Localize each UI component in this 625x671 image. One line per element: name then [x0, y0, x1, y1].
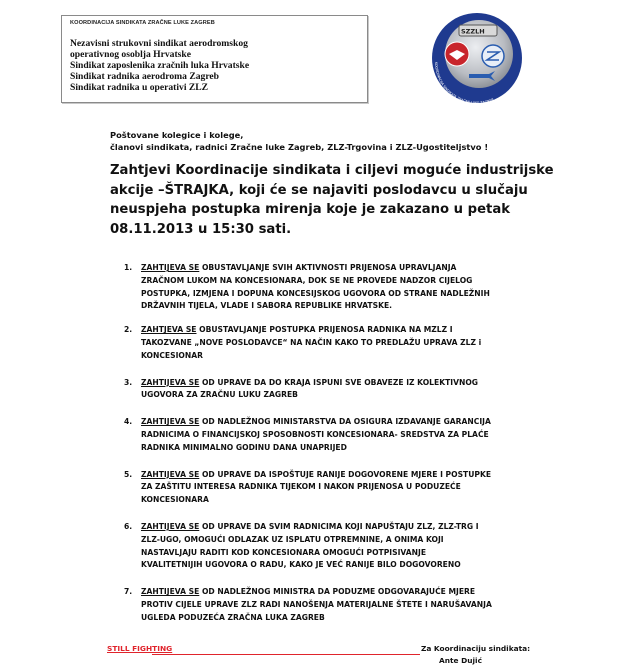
greeting-line: Poštovane kolegice i kolege,	[110, 130, 244, 140]
demand-text: RADNIKA MINIMALNO GODINU DANA UNAPRIJED	[141, 442, 347, 452]
demand-text: OBUSTAVLJANJE POSTUPKA PRIJENOSA RADNIKA NA MZLZ I	[196, 325, 453, 335]
demand-text: ZLZ-UGO, OMOGUĆI ODLAZAK UZ ISPLATU OTPREMNINE, A ONIMA KOJI	[141, 534, 444, 544]
demand-text: PROTIV CIJELE UPRAVE ZLZ RADI NANOŠENJA MATERIJALNE ŠTETE I NARUŠAVANJA	[141, 599, 492, 609]
demand-item	[124, 469, 544, 507]
demand-keyword: ZAHTIJEVA SE	[141, 417, 200, 427]
demand-text: OD NADLEŽNOG MINISTRA DA PODUZME ODGOVARAJUĆE MJERE	[199, 587, 476, 597]
demand-item	[124, 377, 544, 403]
union-list	[70, 38, 249, 93]
headline-line: akcije –ŠTRAJKA, koji će se najaviti poslodavcu u slučaju	[110, 182, 528, 198]
demand-item	[124, 262, 544, 313]
document-headline	[110, 161, 554, 239]
demand-text: POSTUPKA, IZMJENA I DOPUNA KONCESIJSKOG UGOVORA OD STRANE NADLEŽNIH	[141, 288, 490, 298]
demand-keyword: ZAHTIJEVA SE	[141, 587, 200, 597]
demand-number: 2.	[124, 325, 133, 335]
demand-number: 4.	[124, 417, 133, 427]
greeting	[110, 129, 488, 153]
still-fighting-slogan: STILL FIGHTING	[107, 644, 173, 653]
demand-number: 6.	[124, 521, 133, 531]
demand-keyword: ZAHTIJEVA SE	[141, 521, 200, 531]
union-list-item: operativnog osoblja Hrvatske	[70, 49, 191, 60]
logo-ring-text: KOORDINACIJA SINDIKATA ZRAČNE LUKE ZAGREB	[433, 61, 495, 106]
union-list-item: Sindikat radnika u operativi ZLZ	[70, 82, 209, 93]
union-list-item: Sindikat radnika aerodroma Zagreb	[70, 71, 219, 82]
coordination-logo	[425, 10, 525, 106]
demand-text: ZA ZAŠTITU INTERESA RADNIKA TIJEKOM I NAKON PRIJENOSA U PODUZEĆE	[141, 482, 461, 492]
demand-text: KVALITETNIJIH UGOVORA O RADU, KAKO JE VEĆ RANIJE BILO DOGOVORENO	[141, 560, 461, 570]
demand-text: KONCESIONAR	[141, 350, 203, 360]
greeting-line: članovi sindikata, radnici Zračne luke Zagreb, ZLZ-Trgovina i ZLZ-Ugostiteljstvo !	[110, 142, 489, 152]
demand-text: UGOVORA ZA ZRAČNU LUKU ZAGREB	[141, 390, 298, 400]
demand-keyword: ZAHTIJEVA SE	[141, 263, 200, 272]
demand-keyword: ZAHTIJEVA SE	[141, 377, 200, 387]
demand-text: RADNICIMA O FINANCIJSKOJ SPOSOBNOSTI KONCESIONARA- SREDSTVA ZA PLAĆE	[141, 429, 489, 439]
demand-item	[124, 521, 544, 572]
headline-line: 08.11.2013 u 15:30 sati.	[110, 221, 292, 237]
demand-text: OD UPRAVE DA SVIM RADNICIMA KOJI NAPUŠTAJU ZLZ, ZLZ-TRG I	[199, 521, 479, 531]
demand-number: 1.	[124, 263, 133, 272]
demand-text: OD UPRAVE DA ISPOŠTUJE RANIJE DOGOVORENE MJERE I POSTUPKE	[199, 469, 492, 479]
signature-name: Ante Dujić	[439, 656, 482, 665]
union-list-item: Sindikat zaposlenika zračnih luka Hrvatske	[70, 60, 250, 71]
demand-number: 7.	[124, 587, 133, 597]
demand-item	[124, 586, 544, 624]
headline-line: Zahtjevi Koordinacije sindikata i ciljevi moguće industrijske	[110, 163, 554, 178]
demand-item	[124, 416, 544, 454]
slogan-underline	[152, 654, 420, 655]
coordination-title: KOORDINACIJA SINDIKATA ZRAČNE LUKE ZAGREB	[70, 20, 215, 26]
demand-text: OBUSTAVLJANJE SVIH AKTIVNOSTI PRIJENOSA UPRAVLJANJA	[199, 263, 457, 272]
demand-text: KONCESIONARA	[141, 495, 209, 505]
demand-text: DRŽAVNIH TIJELA, VLADE I SABORA REPUBLIKE HRVATSKE.	[141, 301, 393, 311]
logo-plate-text: SZZLH	[461, 27, 485, 36]
demand-text: UGLEDA PODUZEĆA ZRAČNA LUKA ZAGREB	[141, 612, 325, 622]
union-list-item: Nezavisni strukovni sindikat aerodromskog	[70, 38, 248, 49]
demand-number: 3.	[124, 377, 133, 387]
demand-text: OD NADLEŽNOG MINISTARSTVA DA OSIGURA IZDAVANJE GARANCIJA	[199, 417, 491, 427]
demand-text: NASTAVLJAJU RADITI KOD KONCESIONARA OMOGUĆI POTPISIVANJE	[141, 547, 427, 557]
demand-keyword: ZAHTJEVA SE	[141, 325, 197, 335]
demand-text: ZRAČNOM LUKOM NA KONCESIONARA, DOK SE NE PROVEDE NADZOR CIJELOG	[141, 275, 473, 285]
headline-line: neuspjeha postupka mirenja koje je zakazano u petak	[110, 202, 510, 217]
document-footer	[107, 644, 537, 670]
demands-list	[124, 262, 544, 625]
demand-keyword: ZAHTIJEVA SE	[141, 469, 200, 479]
demand-item	[124, 324, 544, 362]
demand-number: 5.	[124, 469, 133, 479]
demand-text: OD UPRAVE DA DO KRAJA ISPUNI SVE OBAVEZE IZ KOLEKTIVNOG	[199, 377, 479, 387]
demand-text: TAKOZVANE „NOVE POSLODAVCE“ NA NAČIN KAKO TO PREDLAŽU UPRAVA ZLZ i	[141, 337, 482, 347]
signature-label: Za Koordinaciju sindikata:	[421, 644, 531, 653]
union-coordination-box	[61, 15, 368, 103]
